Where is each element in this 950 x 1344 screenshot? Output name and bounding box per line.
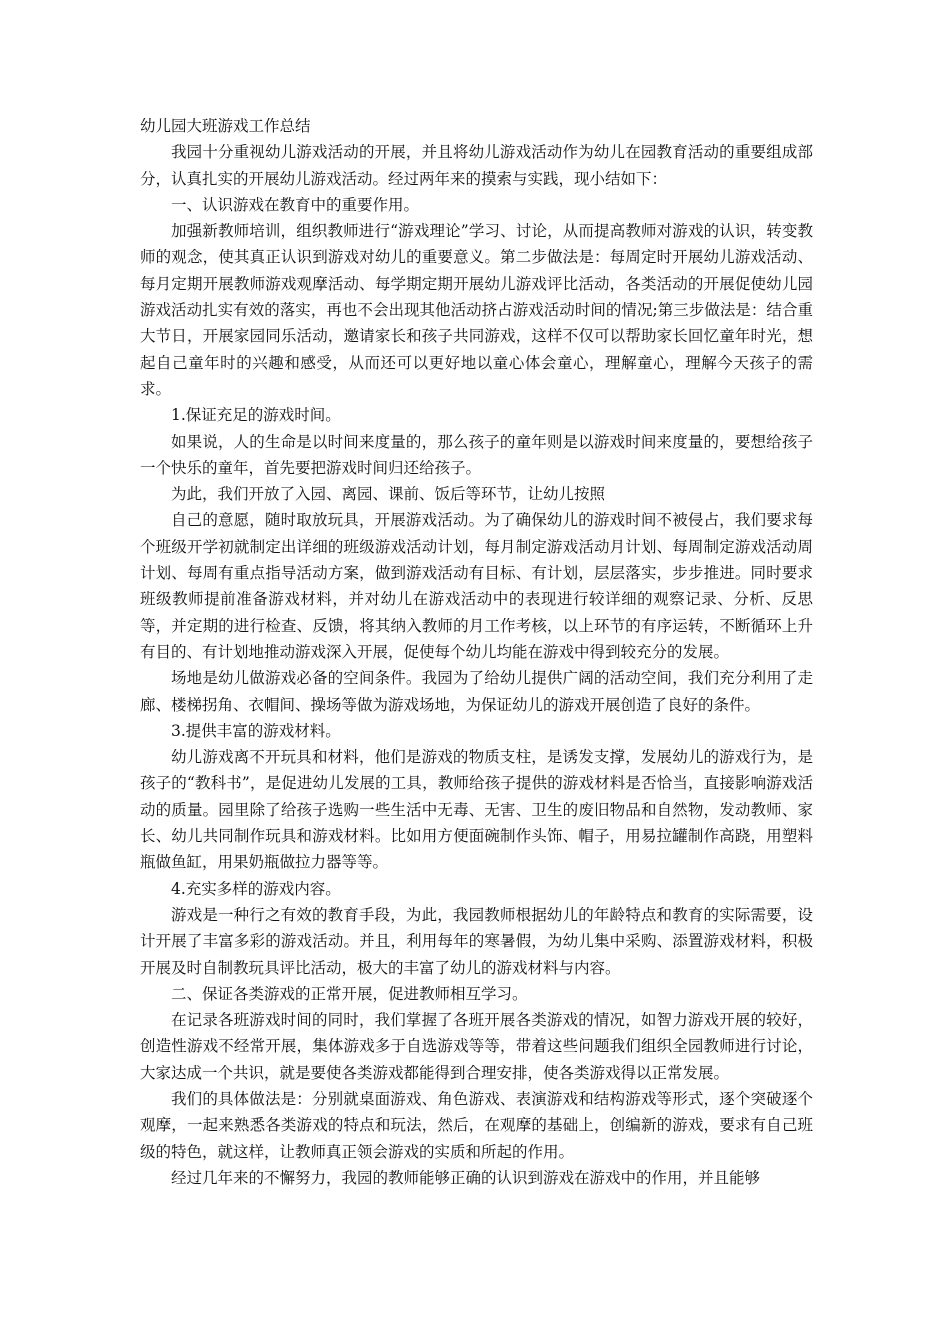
subheading-1: 1.保证充足的游戏时间。 — [171, 406, 341, 425]
paragraph-content: 游戏是一种行之有效的教育手段，为此，我园教师根据幼儿的年龄特点和教育的实际需要，设计开展了丰富多彩的游戏活动。并且，利用每年的寒暑假，为幼儿集中采购、添置游戏材料，积极开展及时自制教玩具评比活动，极大的丰富了幼儿的游戏材料与内容。 — [140, 905, 813, 977]
paragraph-method: 我们的具体做法是：分别就桌面游戏、角色游戏、表演游戏和结构游戏等形式，逐个突破逐个观摩，一起来熟悉各类游戏的特点和玩法，然后，在观摩的基础上，创编新的游戏，要求有自己班级的特色，就这样，让教师真正领会游戏的实质和所起的作用。 — [140, 1089, 813, 1161]
paragraph-plan: 自己的意愿，随时取放玩具，开展游戏活动。为了确保幼儿的游戏时间不被侵占，我们要求每个班级开学初就制定出详细的班级游戏活动计划，每月制定游戏活动月计划、每周制定游戏活动周计划、每周有重点指导活动方案，做到游戏活动有目标、有计划，层层落实，步步推进。同时要求班级教师提前准备游戏材料，并对幼儿在游戏活动中的表现进行较详细的观察记录、分析、反思等，并定期的进行检查、反馈，将其纳入教师的月工作考核，以上环节的有序运转，不断循环上升有目的、有计划地推动游戏深入开展，促使每个幼儿均能在游戏中得到较充分的发展。 — [140, 511, 813, 661]
paragraph-intro: 我园十分重视幼儿游戏活动的开展，并且将幼儿游戏活动作为幼儿在园教育活动的重要组成部分，认真扎实的开展幼儿游戏活动。经过两年来的摸索与实践，现小结如下： — [140, 143, 813, 188]
subheading-4: 4.充实多样的游戏内容。 — [171, 879, 341, 898]
paragraph-effort: 经过几年来的不懈努力，我园的教师能够正确的认识到游戏在游戏中的作用，并且能够 — [171, 1168, 761, 1187]
document-body — [140, 113, 813, 1191]
subheading-3: 3.提供丰富的游戏材料。 — [171, 721, 341, 740]
paragraph-time: 如果说，人的生命是以时间来度量的，那么孩子的童年则是以游戏时间来度量的，要想给孩子一个快乐的童年，首先要把游戏时间归还给孩子。 — [140, 432, 813, 477]
paragraph-open: 为此，我们开放了入园、离园、课前、饭后等环节，让幼儿按照 — [171, 485, 606, 504]
section-heading-2: 二、保证各类游戏的正常开展，促进教师相互学习。 — [171, 984, 528, 1003]
section-heading-1: 一、认识游戏在教育中的重要作用。 — [171, 195, 420, 214]
paragraph-training: 加强新教师培训，组织教师进行“游戏理论”学习、讨论，从而提高教师对游戏的认识，转变教师的观念，使其真正认识到游戏对幼儿的重要意义。第二步做法是：每周定时开展幼儿游戏活动、每月定期开展教师游戏观摩活动、每学期定期开展幼儿游戏评比活动，各类活动的开展促使幼儿园游戏活动扎实有效的落实，再也不会出现其他活动挤占游戏活动时间的情况;第三步做法是：结合重大节日，开展家园同乐活动，邀请家长和孩子共同游戏，这样不仅可以帮助家长回忆童年时光，想起自己童年时的兴趣和感受，从而还可以更好地以童心体会童心，理解童心，理解今天孩子的需求。 — [140, 222, 813, 398]
paragraph-records: 在记录各班游戏时间的同时，我们掌握了各班开展各类游戏的情况，如智力游戏开展的较好，创造性游戏不经常开展，集体游戏多于自选游戏等等，带着这些问题我们组织全园教师进行讨论，大家达成一个共识，就是要使各类游戏都能得到合理安排，使各类游戏得以正常发展。 — [140, 1011, 813, 1082]
paragraph-space: 场地是幼儿做游戏必备的空间条件。我园为了给幼儿提供广阔的活动空间，我们充分利用了走廊、楼梯拐角、衣帽间、操场等做为游戏场地，为保证幼儿的游戏开展创造了良好的条件。 — [140, 669, 813, 714]
paragraph-materials: 幼儿游戏离不开玩具和材料，他们是游戏的物质支柱，是诱发支撑，发展幼儿的游戏行为，是孩子的“教科书”，是促进幼儿发展的工具，教师给孩子提供的游戏材料是否恰当，直接影响游戏活动的质量。园里除了给孩子选购一些生活中无毒、无害、卫生的废旧物品和自然物，发动教师、家长、幼儿共同制作玩具和游戏材料。比如用方便面碗制作头饰、帽子，用易拉罐制作高跷，用塑料瓶做鱼缸，用果奶瓶做拉力器等等。 — [140, 748, 813, 872]
document-title: 幼儿园大班游戏工作总结 — [140, 117, 311, 135]
